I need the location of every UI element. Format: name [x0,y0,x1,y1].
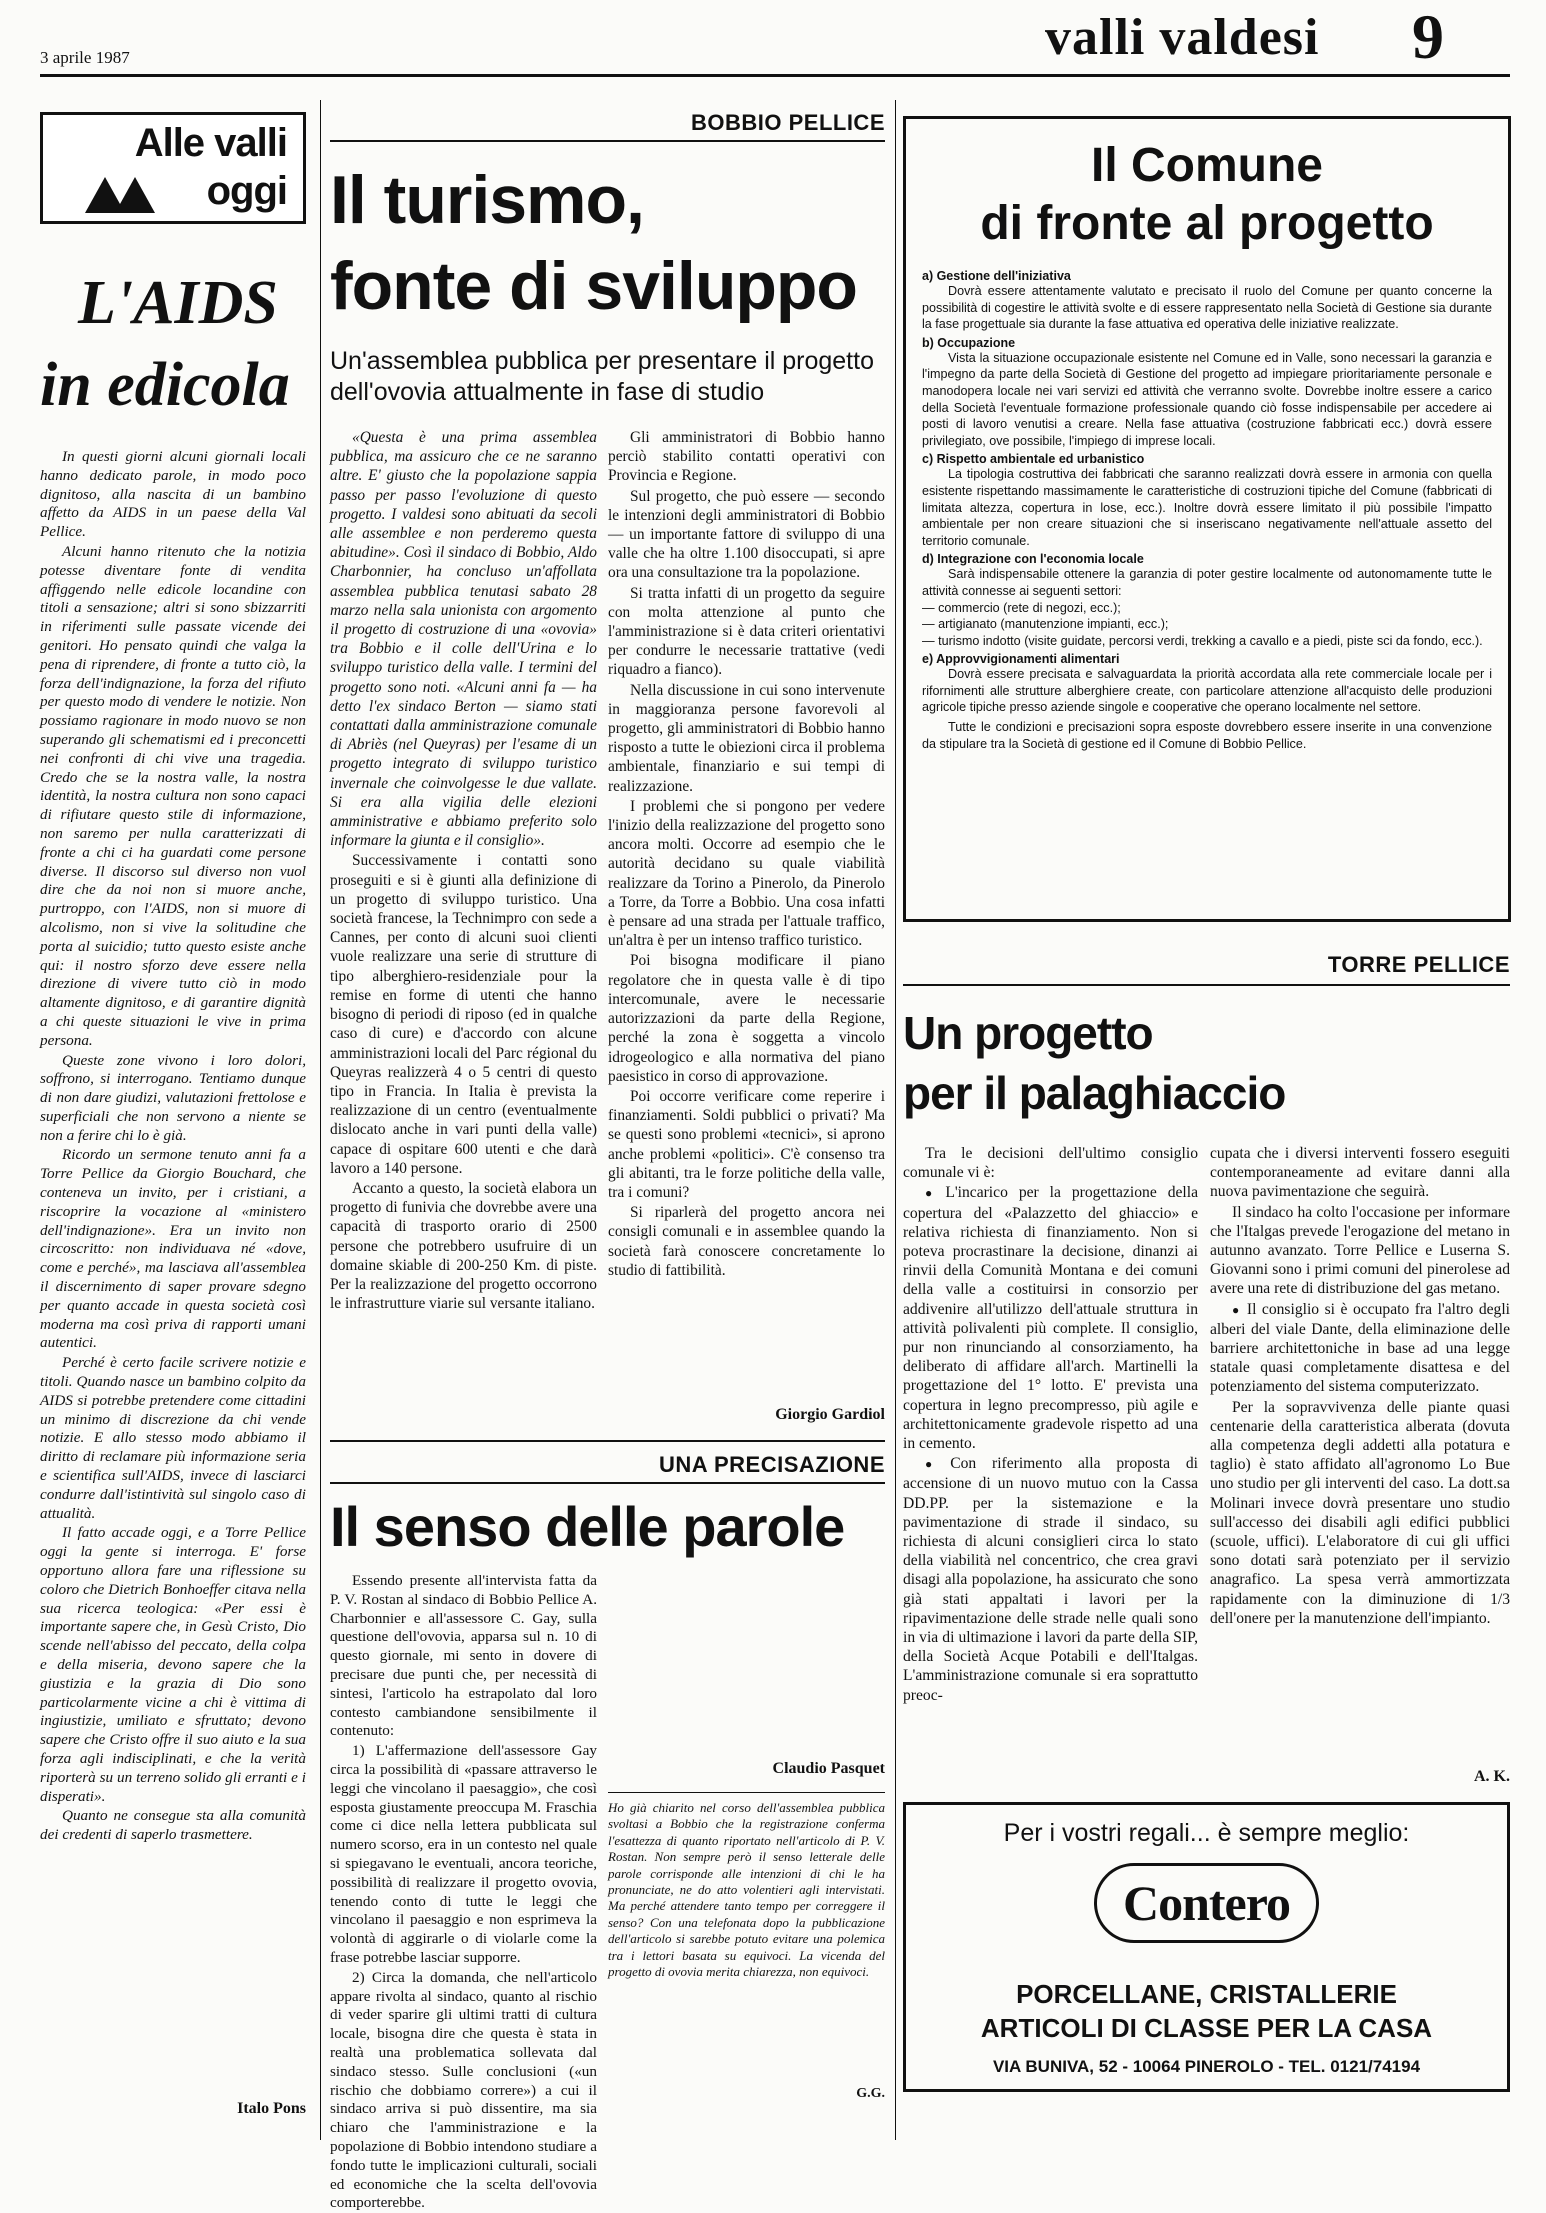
comune-items [922,269,1492,752]
comune-item-label: a) Gestione dell'iniziativa [922,269,1071,283]
bobbio-col1 [330,428,597,1438]
bobbio-paragraph: Si riparlerà del progetto ancora nei consigli comunali e in assemblee quando la società farà conoscere concretamente lo studio di fattibilità. [608,1204,885,1279]
precisazione-paragraph: 1) L'affermazione dell'assessore Gay circa la possibilità di «passare attraverso le leggi che vincolano il paesaggio», che così esposta giustamente preoccupa M. Fraschia come ci dice nella lettera pubblicata sul numero scorso, era in un contesto nel quale si spiegavano le eventuali, ancora teoriche, possibilità di realizzare il progetto ovovia, tenendo conto di tutte le leggi che vincolano il paesaggio e non esprimeva la volontà di aggirarle o di violarle come la frase potrebbe lasciar supporre. [330,1742,597,1966]
aids-paragraph: Il fatto accade oggi, e a Torre Pellice oggi la gente si interroga. E' forse opportuno allora fare una riflessione su coloro che Dietrich Bonhoeffer citava nella sua ricerca teologica: «Per essi è importante sapere che, in Gesù Cristo, Dio scende nell'abisso del peccato, della colpa e della miseria, devono sapere che la giustizia e la grazia di Dio sono particolarmente vicine a chi è vittima di ingiustizie, umiliato e sfruttato; devono sapere che Cristo offre il suo aiuto e la sua forza agli indisciplinati, e che la verità riporterà su un terreno solido gli erranti e i disperati». [40,1524,306,1805]
precisazione-paragraph: Essendo presente all'intervista fatta da P. V. Rostan al sindaco di Bobbio Pellice A. Charbonnier e all'assessore C. Gay, sulla questione dell'ovovia, apparsa sul n. 10 di questo giornale, mi sento in dovere di precisare due punti che, per necessità di sintesi, l'articolo ha estrapolato dal loro contesto cambiandone sensibilmente il contenuto: [330,1572,597,1740]
torre-bullet-paragraph: ● Il consiglio si è occupato fra l'altro degli alberi del viale Dante, della eliminazione delle barriere architettoniche in base ad una legge statale quasi completamente disattesa e del potenziamento del sistema computerizzato. [1210,1300,1510,1397]
comune-item-label: b) Occupazione [922,335,1016,350]
alle-valli-badge [40,112,306,224]
comune-box [903,116,1511,922]
bobbio-paragraph: Poi bisogna modificare il piano regolatore che in questa valle è di tipo intercomunale, avere le necessarie autorizzazioni da parte della Regione, perché la zona è soggetta a vincolo idrogeologico e alla normativa del piano paesistico in corso di approvazione. [608,952,885,1085]
comune-item-text: La tipologia costruttiva dei fabbricati che saranno realizzati dovrà essere in armonia con quella esistente rispettando massimamente le caratteristiche di costruzioni tipiche del Comune (fabbricati di limitata altezza, copertura in lose, ecc.). Inoltre dovrà essere limitato il più possibile l'impatto ambientale per non creare situazioni che si inseriscano negativamente nell'attuale assetto del territorio comunale. [922,467,1492,548]
badge-line2: oggi [206,169,287,213]
aids-paragraph: Quanto ne consegue sta alla comunità dei credenti di saperlo trasmettere. [40,1807,306,1844]
torre-paragraph: cupata che i diversi interventi fossero eseguiti contemporaneamente ad evitare danni alla nuova pavimentazione che seguirà. [1210,1145,1510,1201]
aids-article-body [40,448,306,2078]
comune-item [922,452,1492,549]
precisazione-section-label: UNA PRECISAZIONE [659,1452,885,1477]
column-rule-right [895,100,896,2140]
mountains-icon [85,173,165,218]
aids-title-line1: L'AIDS [78,269,278,337]
bobbio-paragraph: Gli amministratori di Bobbio hanno perciò stabilito contatti operativi con Provincia e Regione. [608,429,885,485]
bobbio-section-rule [330,140,885,142]
bobbio-subhead: Un'assemblea pubblica per presentare il progetto dell'ovovia attualmente in fase di studio [330,347,874,406]
page-date: 3 aprile 1987 [40,48,130,67]
torre-col2 [1210,1144,1510,1764]
torre-headline-line2: per il palaghiaccio [903,1067,1286,1119]
comune-title-line1: Il Comune [1090,139,1323,192]
comune-item [922,552,1492,599]
bobbio-paragraph: I problemi che si pongono per vedere l'inizio della realizzazione del progetto sono ancora molti. Occorre ad esempio che le autorità decidano su quale viabilità realizzare da Torino a Pinerolo, da Pinerolo a Torre, da Torre a Bobbio. Una cosa infatti è pensare ad una strada per l'attuale traffico, un'altra è per un intenso traffico turistico. [608,797,885,950]
comune-item-label: d) Integrazione con l'economia locale [922,552,1144,567]
aids-paragraph: In questi giorni alcuni giornali locali hanno dedicato parole, in modo poco dignitoso, alla nascita di un bambino affetto da AIDS in un paese della Val Pellice. [40,448,306,541]
badge-line1: Alle valli [134,121,287,165]
torre-paragraph: Per la sopravvivenza delle piante quasi centenarie della caratteristica alberata (dovuta alla competenza degli addetti alla potatura e taglio) è stato affidato all'agronomo Lo Bue uno studio per gli interventi del caso. La dott.sa Molinari invece dovrà presentare uno studio sull'accesso dei disabili agli edifici pubblici (scuole, uffici). L'elaboratore di cui gli uffici sono dotati sarà potenziato per il servizio anagrafico. La spesa verrà ammortizzata rapidamente con la diminuzione di 1/3 dell'onere per la manutenzione dell'impianto. [1210,1398,1510,1627]
precisazione-col1 [330,1572,597,2212]
torre-section-rule [903,984,1510,986]
torre-bullet-paragraph: ● L'incarico per la progettazione della copertura del «Palazzetto del ghiaccio» e relativa richiesta di finanziamento. Non si poteva procrastinare la decisione, dinanzi ai rinvii della Comunità Montana e dei comuni della valle a costituirsi in consorzio per addivenire all'utilizzo dell'attuale struttura in attività polivalenti più complete. Il consiglio, pur non rinunciando al consorziamento, ha deliberato di affidare all'arch. Martinelli la progettazione del 1° lotto. E' prevista una copertura in legno precompresso, più agile e architettonicamente gradevole rispetto ad una in cemento. [903,1183,1198,1453]
bobbio-end-rule [330,1440,885,1442]
torre-bullet-paragraph: ● Con riferimento alla proposta di accensione di un nuovo mutuo con la Cassa DD.PP. per la sistemazione e la pavimentazione di strade il sindaco, su richiesta di alcuni consiglieri circa lo stato della viabilità nel concentrico, che crea gravi disagi alla popolazione, ha assicurato che sono già stati appaltati i lavori per la ripavimentazione delle strade nelle quali sono in via di ultimazione i lavori da parte della SIP, della Società Acque Potabili e dell'Italgas. L'amministrazione comunale si era soprattutto preoc- [903,1454,1198,1705]
contero-ad [903,1802,1510,2092]
torre-col1 [903,1144,1198,1790]
newspaper-title: valli valdesi [1045,9,1320,66]
torre-paragraph: Il sindaco ha colto l'occasione per informare che l'Italgas prevede l'erogazione del metano in autunno avanzato. Torre Pellice e Luserna S. Giovanni sono i primi comuni del pinerolese ad avere una rete di distribuzione del gas metano. [1210,1203,1510,1298]
precisazione-section-rule [330,1482,885,1484]
torre-headline-line1: Un progetto [903,1007,1153,1059]
precisazione-note-signature: G.G. [856,2086,885,2101]
torre-signature: A. K. [1474,1768,1510,1785]
bobbio-paragraph: Poi occorre verificare come reperire i finanziamenti. Soldi pubblici o privati? Ma se questi sono problemi «tecnici», si aprono anche problemi «politici». C'è consenso tra gli abitanti, tra le forze politiche della valle, tra i comuni? [608,1087,885,1201]
aids-paragraph: Queste zone vivono i loro dolori, soffrono, si interrogano. Tentiamo dunque di non dare giudizi, valutazioni frettolose e superficiali che non servono a niente se non a ferire chi lo è già. [40,1051,306,1144]
ad-tagline: Per i vostri regali... è sempre meglio: [1003,1819,1410,1847]
bobbio-paragraph: Sul progetto, che può essere — secondo le intenzioni degli amministratori di Bobbio — un importante fattore di sviluppo di una valle che ha oltre 1.100 disoccupati, si apre ora una consultazione tra la popolazione. [608,487,885,582]
comune-sector: — turismo indotto (visite guidate, percorsi verdi, trekking a cavallo e a piedi, piste sci da fondo, ecc.). [922,633,1483,648]
bobbio-paragraph: Si tratta infatti di un progetto da seguire con molta attenzione al punto che l'amministrazione si è data criteri orientativi per condurre le necessarie trattative (vedi riquadro a fianco). [608,584,885,679]
comune-item-text: Dovrà essere attentamente valutato e precisato il ruolo del Comune per quanto concerne la possibilità di cogestire le attività svolte e di essere rappresentato nella Società di Gestione sia durante la fase progettuale sia durante la fase attuativa ed operativa delle iniziative realizzate. [922,284,1492,332]
comune-sector: — commercio (rete di negozi, ecc.); [922,600,1121,615]
bobbio-headline-line2: fonte di sviluppo [330,248,857,324]
precisazione-paragraph: 2) Circa la domanda, che nell'articolo appare rivolta al sindaco, quanto al rischio di veder sparire gli ultimi tratti di cultura locale, bisogna dire che questa è stata in realtà una problematica sollevata dal sindaco stesso. Sulle conclusioni («un rischio che dobbiamo correre») a cui il sindaco arriva si può dissentire, ma sia chiaro che l'amministrazione e la popolazione di Bobbio intendono studiare a fondo tutte le implicazioni culturali, sociali ed economiche che la scelta dell'ovovia comporterebbe. [330,1968,597,2212]
precisazione-signature: Claudio Pasquet [772,1760,885,1777]
bobbio-signature: Giorgio Gardiol [775,1406,885,1423]
comune-item [922,652,1492,716]
contero-logo-text: Contero [1094,1863,1319,1943]
torre-section-label: TORRE PELLICE [1327,952,1510,977]
column-rule-left [320,100,321,2140]
comune-title-line2: di fronte al progetto [980,197,1434,250]
bobbio-paragraph: Accanto a questo, la società elabora un progetto di funivia che dovrebbe avere una capacità di trasporto orario di 2500 persone che potrebbero usufruire di un domaine skiable di 200-250 Km. di piste. Per la realizzazione del progetto occorrono le infrastrutture viarie sul versante italiano. [330,1179,597,1313]
ad-line2: ARTICOLI DI CLASSE PER LA CASA [980,2013,1433,2043]
ad-line1: PORCELLANE, CRISTALLERIE [1016,1979,1397,2009]
comune-closing [922,719,1492,752]
aids-title-line2: in edicola [40,351,290,419]
comune-item-label: e) Approvvigionamenti alimentari [922,652,1120,667]
precisazione-headline: Il senso delle parole [330,1495,845,1558]
precisazione-note: Ho già chiarito nel corso dell'assemblea pubblica svoltasi a Bobbio che la registrazione conferma l'esattezza di quanto riportato nell'articolo di P. V. Rostan. Non sempre però il senso letterale delle parole corrisponde alle intenzioni di chi le ha pronunciate, ne do atto volentieri agli intervistati. Ma perché attendere tanto tempo per correggere il senso? Con una telefonata dopo la pubblicazione dell'articolo si sarebbe potuto evitare una polemica tra i lettori basata su equivoci. La vicenda del progetto di ovovia merita chiarezza, non equivoci. [608,1800,885,1980]
bobbio-paragraph: Successivamente i contatti sono proseguiti e si è giunti alla definizione di un progetto di sviluppo turistico. Una società francese, la Technimpro con sede a Cannes, per conto di alcuni suoi clienti vuole realizzare una serie di strutture di tipo alberghiero-residenziale pour la remise en forme di utenti che hanno bisogno di periodi di riposo (ed in qualche caso di cure) e d'accordo con alcune amministrazioni locali del Parc régional du Queyras realizzerà 4 o 5 centri di questo tipo in Francia. In Italia è prevista la realizzazione di un centro (eventualmente dislocato anche in vari punti della valle) capace di ospitare 600 utenti e che darà lavoro a 140 persone. [330,852,597,1177]
bobbio-section-label: BOBBIO PELLICE [690,110,885,135]
comune-sector: — artigianato (manutenzione impianti, ecc.); [922,617,1169,632]
aids-signature: Italo Pons [237,2100,306,2117]
bobbio-headline-line1: Il turismo, [330,162,644,238]
comune-item [922,269,1492,333]
comune-item [922,336,1492,450]
contero-logo [906,1863,1507,1943]
ad-address: VIA BUNIVA, 52 - 10064 PINEROLO - TEL. 0121/74194 [992,2057,1421,2076]
bobbio-paragraph: Nella discussione in cui sono intervenute in maggioranza persone favorevoli al progetto, gli amministratori di Bobbio hanno risposto a tutte le obiezioni circa il problema ambientale, finanziario e sui tempi di realizzazione. [608,681,885,795]
comune-item-label: c) Rispetto ambientale ed urbanistico [922,452,1145,467]
page-number: 9 [1412,1,1444,72]
torre-paragraph: Tra le decisioni dell'ultimo consiglio comunale vi è: [903,1145,1198,1182]
masthead-rule [40,74,1510,77]
aids-paragraph: Ricordo un sermone tenuto anni fa a Torre Pellice da Giorgio Bouchard, che conteneva un invito, per i cristiani, a riscoprire la vocazione al «ministero dell'indignazione». Era un invito non circoscritto: non individuava né «dove, come e perché», ma lasciava all'assemblea il discernimento di saper provare sdegno per quanto accade in questa società così moderna ma così priva di rapporti umani autentici. [40,1146,306,1352]
comune-item-text: Sarà indispensabile ottenere la garanzia di poter gestire localmente od autonomamente tutte le attività connesse ai seguenti settori: [922,567,1492,598]
comune-closing-text: Tutte le condizioni e precisazioni sopra esposte dovrebbero essere inserite in una convenzione da stipulare tra la Società di gestione ed il Comune di Bobbio Pellice. [922,720,1492,751]
comune-item-text: Vista la situazione occupazionale esistente nel Comune ed in Valle, sono necessari la garanzia e l'impegno da parte della Società di Gestione del progetto ad impiegare prioritariamente personale e manodopera locale nei vari servizi ed attività che verranno svolte. Dovrebbe inoltre essere a carico della Società l'eventuale formazione professionale quando ciò fosse indispensabile per accedere ai posti di lavoro venutisi a creare. Nella fase attuativa (costruzione fabbricati ecc.) dovrà essere privilegiato, ove possibile, l'impiego di imprese locali. [922,350,1492,448]
aids-paragraph: Perché è certo facile scrivere notizie e titoli. Quando nasce un bambino colpito da AIDS si potrebbe pretendere come cittadini un minimo di discrezione da chi vende notizie. E allo stesso modo abbiamo il diritto di reclamare più informazione seria e scientifica sull'AIDS, invece di lasciarci condurre dall'istintività sul singolo caso di attualità. [40,1354,306,1522]
bobbio-col2 [608,428,885,1398]
aids-paragraph: Alcuni hanno ritenuto che la notizia potesse diventare fonte di vendita affiggendo nelle edicole locandine con titoli a sensazione; altri si sono sbizzarriti in riferimenti sulle passate vicende dei genitori. Ho pensato quindi che valga la pena di riprendere, di fronte a tutto ciò, la forza dell'indignazione, la forza del rifiuto per questo modo di vendere le notizie. Non possiamo ragionare in modo nuovo se non superando gli schematismi ed i preconcetti nei confronti di chi vive una tragedia. Credo che se la nostra valle, la nostra identità, la nostra cultura non sono capaci di rifiutare questo stile di informazione, non saremo per nulla caratterizzati di fronte a chi ci ha guardati come persone diverse. Il discorso sul diverso non vuol dire che da noi non si muore anche, purtroppo, con l'AIDS, non si muore di alcolismo, non si vive la solitudine che porta al suicidio; tutto questo esiste anche qui: il nostro sforzo deve essere nella direzione di vivere tutto ciò in modo altamente dignitoso, e di garantire dignità a chi queste situazioni le vive in prima persona. [40,542,306,1049]
comune-item-text: Dovrà essere precisata e salvaguardata la priorità accordata alla rete commerciale locale per i rifornimenti alle strutture alberghiere create, con particolare attenzione all'acquisto delle produzioni agricole tipiche presso aziende singole e cooperative che operano localmente nel settore. [922,667,1492,715]
bobbio-paragraph: «Questa è una prima assemblea pubblica, ma assicuro che ce ne saranno altre. E' giusto che la popolazione sappia passo per passo l'evoluzione di questo progetto. I valdesi sono abituati da secoli alle assemblee e non perderemo questa abitudine». Così il sindaco di Bobbio, Aldo Charbonnier, ha concluso un'affollata assemblea pubblica tenutasi sabato 28 marzo nella sala unionista con argomento il progetto di costruzione di una «ovovia» tra Bobbio e il colle dell'Urina e lo sviluppo turistico della valle. I termini del progetto sono noti. «Alcuni anni fa — ha detto l'ex sindaco Berton — siamo stati contattati dalla amministrazione comunale di Abriès (nel Queyras) per l'esame di un progetto integrato di sviluppo turistico invernale che coinvolgesse le due vallate. Si era alla vigilia delle elezioni amministrative e abbiamo preferito solo informare la giunta e il consiglio». [330,429,597,850]
precisazione-note-rule [608,1792,885,1793]
